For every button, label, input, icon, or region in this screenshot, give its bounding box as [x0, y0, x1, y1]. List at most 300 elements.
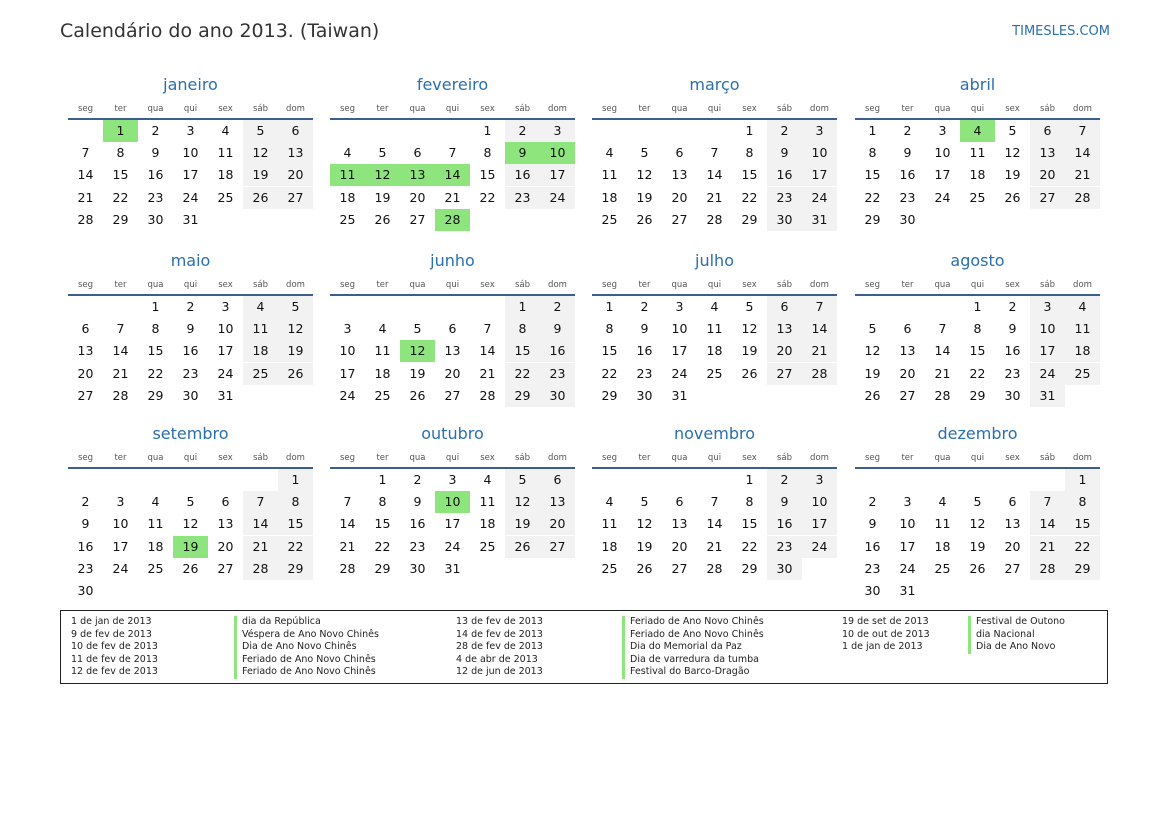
day-cell: 6 [221, 494, 230, 510]
day-cell: 18 [339, 189, 356, 205]
day-cell: 23 [767, 536, 802, 558]
day-cell: 27 [444, 387, 461, 403]
day-cell: 1 [1065, 469, 1100, 491]
day-cell: 6 [675, 145, 684, 161]
day-cell: 2 [868, 494, 877, 510]
weekday-header [855, 453, 1100, 469]
day-cell: 5 [868, 321, 877, 337]
legend-date: 11 de fev de 2013 [71, 653, 158, 665]
day-cell: 14 [479, 343, 496, 359]
day-cell: 14 [1065, 142, 1100, 164]
holiday-day: 10 [540, 142, 575, 164]
month-janeiro [68, 72, 313, 247]
day-cell: 3 [938, 123, 947, 138]
day-cell: 2 [413, 472, 422, 487]
weekday-label: ter [114, 453, 127, 463]
day-cell: 3 [448, 472, 457, 487]
day-cell: 19 [636, 189, 653, 205]
weekday-label: sáb [514, 104, 531, 114]
weekday-label: seg [77, 453, 94, 463]
day-cell: 22 [505, 363, 540, 385]
day-cell: 27 [671, 211, 688, 227]
day-cell: 16 [409, 516, 426, 532]
day-cell: 14 [77, 167, 94, 183]
day-cell: 2 [505, 120, 540, 142]
day-cell: 30 [147, 211, 164, 227]
day-cell: 30 [899, 211, 916, 227]
day-cell: 26 [969, 560, 986, 576]
day-cell: 16 [77, 538, 94, 554]
day-cell: 2 [767, 469, 802, 491]
day-cell: 20 [217, 538, 234, 554]
day-cell: 7 [710, 145, 719, 161]
day-cell: 28 [706, 211, 723, 227]
weekday-label: seg [77, 280, 94, 290]
day-cell: 16 [636, 343, 653, 359]
weekday-header [592, 453, 837, 469]
day-cell: 9 [1008, 321, 1017, 337]
day-grid [68, 469, 313, 601]
day-cell: 11 [1065, 318, 1100, 340]
legend-names-column [234, 616, 379, 679]
day-cell: 2 [1008, 299, 1017, 314]
weekday-label: dom [1073, 104, 1092, 114]
day-cell: 31 [182, 211, 199, 227]
legend-holiday-name: Dia de Ano Novo Chinês [234, 641, 379, 654]
legend-date: 12 de fev de 2013 [71, 666, 158, 677]
day-cell: 1 [378, 472, 387, 487]
day-cell: 19 [278, 340, 313, 362]
day-cell: 3 [116, 494, 125, 510]
holiday-day: 14 [435, 164, 470, 186]
weekday-label: sáb [252, 104, 269, 114]
day-cell: 21 [1030, 536, 1065, 558]
day-cell: 12 [182, 516, 199, 532]
day-cell: 20 [540, 513, 575, 535]
day-cell: 30 [540, 385, 575, 407]
weekday-label: seg [601, 104, 618, 114]
day-cell: 17 [934, 167, 951, 183]
weekday-label: seg [864, 104, 881, 114]
day-cell: 10 [802, 142, 837, 164]
day-cell: 15 [147, 343, 164, 359]
day-cell: 20 [767, 340, 802, 362]
weekday-label: qui [707, 280, 722, 290]
month-julho [592, 248, 837, 423]
day-cell: 3 [1030, 296, 1065, 318]
day-cell: 30 [767, 558, 802, 580]
weekday-label: seg [77, 104, 94, 114]
day-cell: 14 [243, 513, 278, 535]
day-cell: 16 [864, 538, 881, 554]
day-cell: 12 [741, 321, 758, 337]
day-grid [330, 296, 575, 428]
weekday-label: sáb [514, 453, 531, 463]
day-cell: 16 [505, 164, 540, 186]
day-cell: 6 [413, 145, 422, 161]
day-cell: 20 [409, 189, 426, 205]
day-cell: 21 [479, 365, 496, 381]
day-cell: 10 [217, 321, 234, 337]
day-cell: 5 [505, 469, 540, 491]
day-cell: 8 [605, 321, 614, 337]
month-setembro [68, 421, 313, 596]
weekday-label: qua [934, 104, 951, 114]
day-cell: 29 [1065, 558, 1100, 580]
day-cell: 1 [973, 299, 982, 314]
day-cell: 14 [934, 343, 951, 359]
weekday-label: ter [638, 453, 651, 463]
weekday-label: ter [901, 453, 914, 463]
day-cell: 30 [77, 583, 94, 598]
weekday-label: ter [376, 453, 389, 463]
day-cell: 26 [864, 387, 881, 403]
holiday-day: 10 [435, 491, 470, 513]
day-cell: 28 [706, 560, 723, 576]
legend-date: 9 de fev de 2013 [71, 628, 152, 640]
day-cell: 1 [868, 123, 877, 138]
day-cell: 28 [479, 387, 496, 403]
day-cell: 6 [903, 321, 912, 337]
day-cell: 5 [186, 494, 195, 510]
day-cell: 11 [969, 145, 986, 161]
weekday-label: dom [1073, 453, 1092, 463]
day-cell: 7 [343, 494, 352, 510]
day-cell: 7 [448, 145, 457, 161]
day-cell: 4 [151, 494, 160, 510]
day-cell: 8 [378, 494, 387, 510]
day-cell: 27 [77, 387, 94, 403]
day-cell: 18 [217, 167, 234, 183]
weekday-label: sáb [514, 280, 531, 290]
day-cell: 2 [186, 299, 195, 314]
day-cell: 11 [479, 494, 496, 510]
day-cell: 27 [278, 187, 313, 209]
day-cell: 21 [706, 538, 723, 554]
day-cell: 4 [243, 296, 278, 318]
day-cell: 15 [505, 340, 540, 362]
weekday-label: qui [445, 280, 460, 290]
legend-holiday-name: Feriado de Ano Novo Chinês [622, 629, 764, 642]
day-cell: 8 [868, 145, 877, 161]
weekday-label: seg [339, 104, 356, 114]
day-cell: 29 [601, 387, 618, 403]
month-name: fevereiro [416, 75, 489, 94]
day-cell: 3 [540, 120, 575, 142]
day-cell: 18 [1065, 340, 1100, 362]
day-cell: 11 [243, 318, 278, 340]
holiday-day: 4 [960, 120, 995, 142]
day-cell: 9 [767, 491, 802, 513]
day-cell: 15 [741, 516, 758, 532]
day-cell: 8 [483, 145, 492, 161]
holiday-day: 28 [435, 209, 470, 231]
day-cell: 9 [640, 321, 649, 337]
day-cell: 29 [864, 211, 881, 227]
day-cell: 6 [540, 469, 575, 491]
day-grid [592, 296, 837, 428]
day-cell: 23 [540, 363, 575, 385]
month-agosto [855, 248, 1100, 423]
day-cell: 12 [278, 318, 313, 340]
site-link[interactable]: TIMESLES.COM [1012, 24, 1110, 39]
weekday-label: seg [339, 280, 356, 290]
day-cell: 23 [182, 365, 199, 381]
day-cell: 14 [706, 516, 723, 532]
day-cell: 8 [151, 321, 160, 337]
day-cell: 23 [505, 187, 540, 209]
day-cell: 31 [217, 387, 234, 403]
day-cell: 15 [1065, 513, 1100, 535]
day-cell: 9 [151, 145, 160, 161]
weekday-label: sáb [252, 280, 269, 290]
day-cell: 1 [605, 299, 614, 314]
day-cell: 10 [339, 343, 356, 359]
day-cell: 4 [221, 123, 230, 138]
day-grid [68, 120, 313, 252]
month-name: julho [695, 251, 734, 270]
legend-holiday-name: Dia de varredura da tumba [622, 654, 764, 667]
day-cell: 27 [409, 211, 426, 227]
day-cell: 13 [1004, 516, 1021, 532]
day-cell: 3 [221, 299, 230, 314]
day-cell: 27 [671, 560, 688, 576]
day-cell: 26 [636, 211, 653, 227]
day-cell: 8 [116, 145, 125, 161]
page-title: Calendário do ano 2013. (Taiwan) [60, 20, 380, 42]
weekday-label: sex [480, 453, 495, 463]
weekday-label: qui [445, 104, 460, 114]
day-cell: 2 [903, 123, 912, 138]
day-cell: 8 [278, 491, 313, 513]
day-cell: 21 [444, 189, 461, 205]
weekday-label: ter [901, 104, 914, 114]
day-cell: 10 [182, 145, 199, 161]
day-cell: 28 [1030, 558, 1065, 580]
day-cell: 25 [706, 365, 723, 381]
day-cell: 21 [243, 536, 278, 558]
day-cell: 1 [745, 472, 754, 487]
day-cell: 23 [767, 187, 802, 209]
weekday-label: ter [901, 280, 914, 290]
day-cell: 17 [802, 164, 837, 186]
legend-names-column [968, 616, 1065, 654]
day-cell: 21 [706, 189, 723, 205]
weekday-label: qua [671, 104, 688, 114]
weekday-label: sáb [1039, 104, 1056, 114]
day-cell: 15 [969, 343, 986, 359]
day-cell: 3 [903, 494, 912, 510]
day-cell: 1 [483, 123, 492, 138]
weekday-label: qui [970, 280, 985, 290]
weekday-label: dom [1073, 280, 1092, 290]
day-cell: 23 [409, 538, 426, 554]
day-cell: 6 [448, 321, 457, 337]
day-cell: 5 [278, 296, 313, 318]
weekday-label: qua [147, 453, 164, 463]
legend-date: 4 de abr de 2013 [456, 653, 538, 665]
weekday-label: qua [409, 280, 426, 290]
day-cell: 28 [243, 558, 278, 580]
month-dezembro [855, 421, 1100, 596]
weekday-label: dom [286, 453, 305, 463]
day-cell: 22 [741, 538, 758, 554]
day-cell: 12 [505, 491, 540, 513]
day-cell: 31 [802, 209, 837, 231]
day-cell: 27 [767, 363, 802, 385]
day-cell: 29 [969, 387, 986, 403]
day-cell: 20 [899, 365, 916, 381]
day-cell: 14 [802, 318, 837, 340]
month-abril [855, 72, 1100, 247]
day-cell: 15 [278, 513, 313, 535]
day-cell: 11 [934, 516, 951, 532]
day-cell: 15 [479, 167, 496, 183]
weekday-header [592, 280, 837, 296]
holiday-day: 1 [103, 120, 138, 142]
holiday-day: 9 [505, 142, 540, 164]
day-cell: 1 [278, 469, 313, 491]
day-cell: 17 [217, 343, 234, 359]
holiday-day: 11 [330, 164, 365, 186]
day-cell: 21 [112, 365, 129, 381]
day-cell: 26 [636, 560, 653, 576]
day-cell: 5 [1008, 123, 1017, 138]
day-cell: 2 [640, 299, 649, 314]
day-cell: 21 [339, 538, 356, 554]
day-cell: 6 [81, 321, 90, 337]
day-cell: 31 [671, 387, 688, 403]
month-name: maio [170, 251, 211, 270]
month-name: março [689, 75, 740, 94]
day-cell: 10 [112, 516, 129, 532]
holiday-legend [60, 610, 1108, 684]
day-cell: 15 [864, 167, 881, 183]
weekday-label: ter [638, 280, 651, 290]
day-cell: 9 [413, 494, 422, 510]
day-cell: 5 [413, 321, 422, 337]
legend-holiday-name: Dia de Ano Novo [968, 641, 1065, 654]
day-cell: 29 [505, 385, 540, 407]
weekday-label: sáb [1039, 453, 1056, 463]
day-cell: 22 [147, 365, 164, 381]
day-cell: 17 [899, 538, 916, 554]
day-cell: 19 [864, 365, 881, 381]
legend-holiday-name: dia Nacional [968, 629, 1065, 642]
month-outubro [330, 421, 575, 596]
weekday-label: sex [1005, 453, 1020, 463]
month-junho [330, 248, 575, 423]
day-cell: 3 [343, 321, 352, 337]
day-cell: 18 [601, 538, 618, 554]
day-cell: 17 [802, 513, 837, 535]
day-cell: 26 [1004, 189, 1021, 205]
weekday-label: qua [147, 104, 164, 114]
day-cell: 5 [640, 145, 649, 161]
weekday-label: ter [114, 280, 127, 290]
day-cell: 19 [636, 538, 653, 554]
day-cell: 7 [243, 491, 278, 513]
day-cell: 25 [934, 560, 951, 576]
weekday-label: ter [376, 104, 389, 114]
day-cell: 11 [706, 321, 723, 337]
day-cell: 29 [147, 387, 164, 403]
weekday-label: sex [218, 280, 233, 290]
day-cell: 10 [802, 491, 837, 513]
day-cell: 27 [1004, 560, 1021, 576]
weekday-label: sex [1005, 280, 1020, 290]
weekday-header [330, 453, 575, 469]
day-cell: 22 [479, 189, 496, 205]
day-cell: 20 [1004, 538, 1021, 554]
day-cell: 28 [339, 560, 356, 576]
day-cell: 2 [540, 296, 575, 318]
day-cell: 30 [1004, 387, 1021, 403]
day-cell: 16 [540, 340, 575, 362]
day-grid [592, 469, 837, 601]
day-cell: 18 [147, 538, 164, 554]
day-cell: 18 [243, 340, 278, 362]
weekday-header [855, 280, 1100, 296]
day-cell: 23 [636, 365, 653, 381]
day-cell: 29 [374, 560, 391, 576]
day-cell: 12 [1004, 145, 1021, 161]
day-cell: 28 [112, 387, 129, 403]
day-cell: 10 [671, 321, 688, 337]
day-grid [855, 120, 1100, 252]
day-cell: 19 [374, 189, 391, 205]
legend-date: 1 de jan de 2013 [71, 616, 152, 627]
day-cell: 20 [671, 189, 688, 205]
day-cell: 13 [278, 142, 313, 164]
day-cell: 22 [374, 538, 391, 554]
day-cell: 21 [802, 340, 837, 362]
day-cell: 12 [243, 142, 278, 164]
day-cell: 14 [1030, 513, 1065, 535]
day-cell: 23 [864, 560, 881, 576]
day-cell: 1 [745, 123, 754, 138]
legend-date: 28 de fev de 2013 [456, 641, 543, 652]
day-cell: 2 [767, 120, 802, 142]
weekday-label: dom [286, 104, 305, 114]
day-cell: 7 [710, 494, 719, 510]
day-cell: 29 [741, 211, 758, 227]
day-cell: 13 [444, 343, 461, 359]
weekday-label: sex [1005, 104, 1020, 114]
day-cell: 22 [969, 365, 986, 381]
day-cell: 25 [601, 560, 618, 576]
holiday-day: 13 [400, 164, 435, 186]
day-cell: 23 [899, 189, 916, 205]
day-cell: 30 [636, 387, 653, 403]
day-cell: 29 [741, 560, 758, 576]
day-cell: 25 [601, 211, 618, 227]
month-name: outubro [421, 424, 484, 443]
day-cell: 28 [1065, 187, 1100, 209]
day-cell: 13 [767, 318, 802, 340]
day-cell: 17 [182, 167, 199, 183]
legend-holiday-name: Festival do Barco-Dragão [622, 666, 764, 679]
day-cell: 26 [243, 187, 278, 209]
day-cell: 8 [745, 145, 754, 161]
legend-date: 13 de fev de 2013 [456, 616, 543, 627]
day-cell: 7 [483, 321, 492, 337]
day-cell: 29 [112, 211, 129, 227]
legend-date: 1 de jan de 2013 [842, 641, 923, 652]
day-cell: 7 [1065, 120, 1100, 142]
day-cell: 19 [243, 164, 278, 186]
weekday-header [592, 104, 837, 120]
